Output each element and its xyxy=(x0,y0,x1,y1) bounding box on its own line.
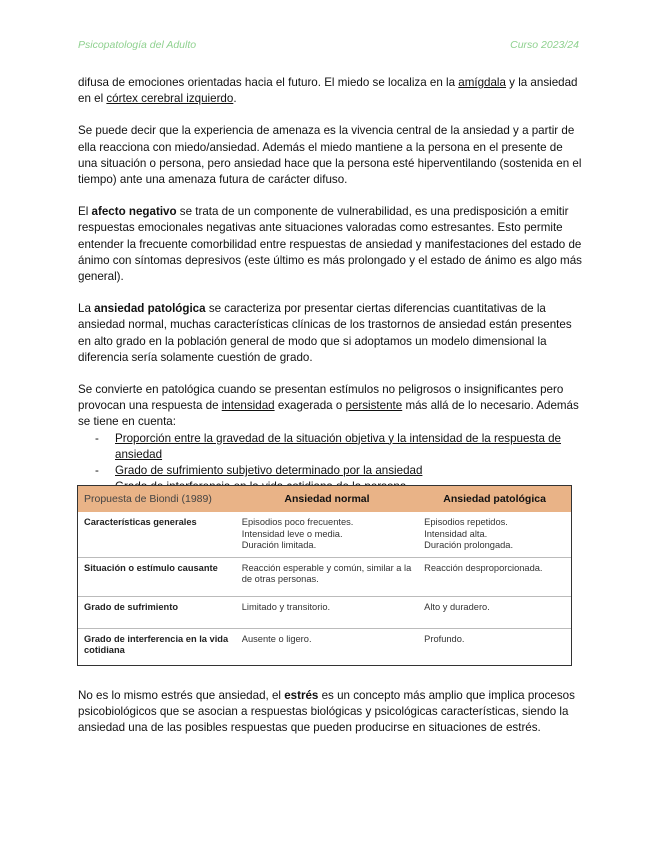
paragraph-negative-affect: El afecto negativo se trata de un componente de vulnerabilidad, es una predisposición a emitir respuestas emocionales negativas ante situaciones valoradas como estresantes. Esto permite entender la frecuente comorbilidad entre respuestas de ansiedad y manifestaciones del estado de ánimo con síntomas depresivos (este último es más prolongado y el estado de ánimo es algo más general). xyxy=(78,205,582,284)
table-cell-normal: Ausente o ligero. xyxy=(241,633,312,644)
table-row-label: Situación o estímulo causante xyxy=(78,557,236,596)
table-header-row xyxy=(78,486,571,512)
list-item: - Grado de sufrimiento subjetivo determinado por la ansiedad xyxy=(95,464,423,478)
table-header-normal: Ansiedad normal xyxy=(236,486,418,512)
table-row-label: Grado de sufrimiento xyxy=(78,596,236,628)
table-row-label: Características generales xyxy=(78,512,236,557)
table-cell-normal: Reacción esperable y común, similar a la de otras personas. xyxy=(236,557,418,596)
table-cell-pathological: Alto y duradero. xyxy=(418,596,571,628)
table-row-label: Grado de interferencia en la vida cotidiana xyxy=(84,633,229,655)
table-cell-pathological: Profundo. xyxy=(424,633,465,644)
table-cell-pathological: Episodios repetidos. Intensidad alta. Duración prolongada. xyxy=(418,512,571,557)
header-course-year: Curso 2023/24 xyxy=(510,39,579,51)
term-amigdala: amígdala xyxy=(458,76,506,89)
term-ansiedad-patologica: ansiedad patológica xyxy=(94,302,206,316)
paragraph-pathological-anxiety: La ansiedad patológica se caracteriza por presentar ciertas diferencias cuantitativas de la ansiedad normal, muchas características clínicas de los trastornos de ansiedad están presentes en alto grado en la población general de modo que si adoptamos un modelo dimensional la diferencia sería solamente cuestión de grado. xyxy=(78,302,572,364)
table-cell-normal: Episodios poco frecuentes. Intensidad leve o media. Duración limitada. xyxy=(236,512,418,557)
term-persistente: persistente xyxy=(345,399,403,413)
term-afecto-negativo: afecto negativo xyxy=(91,205,177,219)
paragraph-threat-experience: Se puede decir que la experiencia de amenaza es la vivencia central de la ansiedad y a partir de ella reacciona con miedo/ansiedad. Además el miedo mantiene a la persona en el presente de una situación o persona, pero ansiedad hace que la persona esté hiperventilando (sostenida en el tiempo) ante una amenaza futura de carácter difuso. xyxy=(78,124,582,187)
table-row xyxy=(78,557,571,596)
table-header-source: Propuesta de Biondi (1989) xyxy=(78,486,236,512)
document-body xyxy=(78,75,584,495)
table-row xyxy=(78,512,571,557)
biondi-comparison-table xyxy=(77,485,572,666)
term-intensidad: intensidad xyxy=(221,399,275,413)
table-cell-pathological: Reacción desproporcionada. xyxy=(418,557,571,596)
paragraph-stress: No es lo mismo estrés que ansiedad, el estrés es un concepto más amplio que implica procesos psicobiológicos que se asocian a respuestas biológicas y psicológicas características, siendo la ansiedad una de las posibles respuestas que pueden producirse en situaciones de estrés. xyxy=(78,689,575,735)
table-row xyxy=(78,596,571,628)
term-estres: estrés xyxy=(284,689,319,702)
header-course-title: Psicopatología del Adulto xyxy=(78,39,197,51)
table-cell-normal: Limitado y transitorio. xyxy=(236,596,418,628)
paragraph-amygdala: difusa de emociones orientadas hacia el futuro. El miedo se localiza en la amígdala y la ansiedad en el córtex cerebral izquierdo. xyxy=(78,76,578,106)
term-cortex: córtex cerebral izquierdo xyxy=(106,92,234,106)
paragraph-pathological-criteria: Se convierte en patológica cuando se presentan estímulos no peligrosos o insignificantes pero provocan una respuesta de intensidad exagerada o persistente más allá de lo necesario. Además se tiene en cuenta: xyxy=(78,383,579,429)
table-row xyxy=(78,628,571,662)
list-item: - Proporción entre la gravedad de la situación objetiva y la intensidad de la respuesta de ansiedad xyxy=(95,431,562,461)
table-header-pathological: Ansiedad patológica xyxy=(418,486,571,512)
